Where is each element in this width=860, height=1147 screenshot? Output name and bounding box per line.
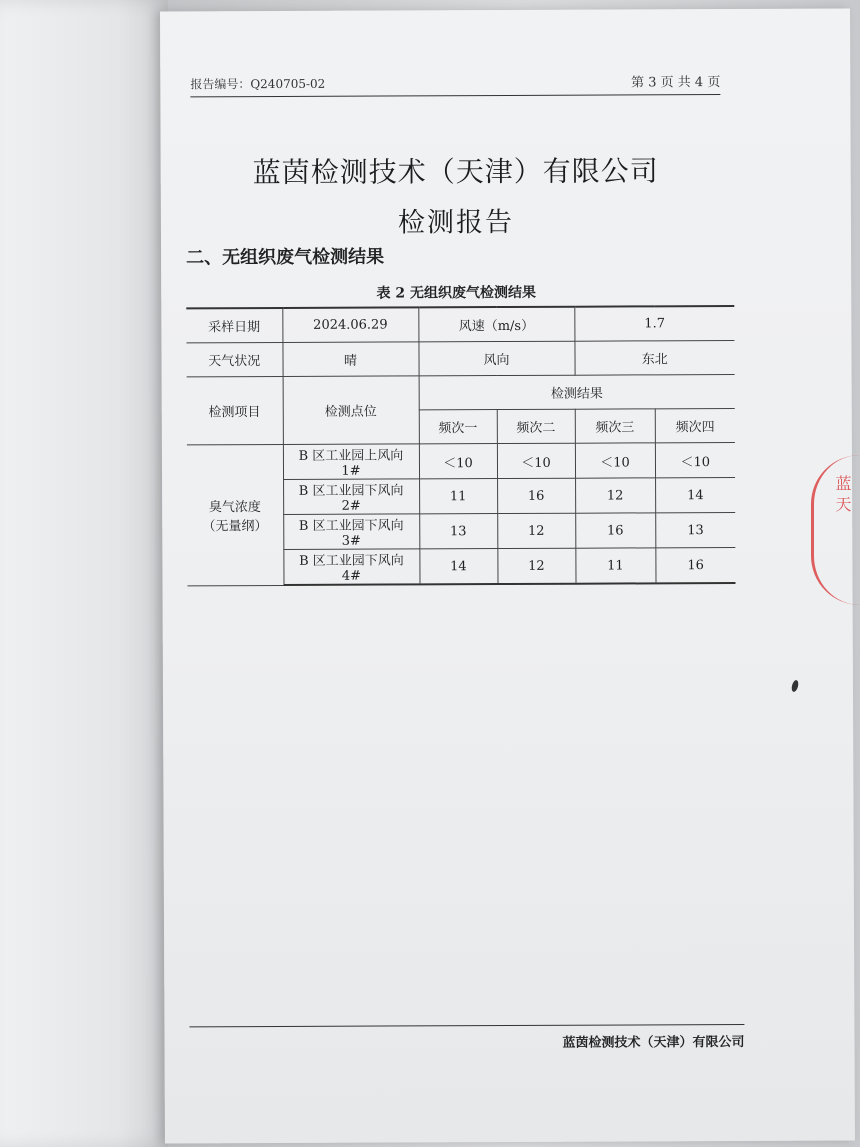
page-header bbox=[190, 69, 720, 91]
item-name: 臭气浓度 bbox=[208, 499, 261, 516]
wind-speed-label: 风速（m/s） bbox=[418, 307, 574, 342]
column-header-freq-4: 频次四 bbox=[655, 409, 735, 443]
value-cell: 16 bbox=[655, 548, 735, 584]
column-header-freq-3: 频次三 bbox=[575, 409, 655, 443]
item-unit: （无量纲） bbox=[202, 518, 268, 535]
facing-page bbox=[0, 0, 168, 1147]
table-row bbox=[186, 306, 734, 343]
point-cell: B 区工业园下风向 4# bbox=[283, 549, 419, 585]
date-value: 2024.06.29 bbox=[282, 307, 418, 342]
report-page bbox=[160, 8, 855, 1143]
company-title: 蓝茵检测技术（天津）有限公司 bbox=[252, 154, 659, 190]
wind-direction-label: 风向 bbox=[418, 341, 574, 376]
date-label: 采样日期 bbox=[186, 308, 282, 343]
value-cell: 14 bbox=[419, 549, 497, 585]
page-number: 第 3 页 共 4 页 bbox=[631, 75, 721, 91]
value-cell: 16 bbox=[497, 478, 575, 513]
report-number: 报告编号：Q240705-02 bbox=[190, 76, 326, 92]
value-cell: 14 bbox=[655, 478, 735, 513]
report-title: 检测报告 bbox=[397, 206, 514, 239]
footer-rule bbox=[189, 1024, 744, 1027]
weather-label: 天气状况 bbox=[186, 342, 282, 376]
value-cell: 12 bbox=[497, 548, 575, 584]
column-header-freq-2: 频次二 bbox=[497, 409, 575, 443]
column-header-freq-1: 频次一 bbox=[419, 410, 497, 444]
value-cell: ＜10 bbox=[419, 444, 497, 479]
wind-speed-value: 1.7 bbox=[574, 306, 734, 341]
header-rule bbox=[190, 94, 720, 97]
value-cell: 12 bbox=[497, 513, 575, 548]
table-row bbox=[187, 375, 735, 411]
red-seal-stamp bbox=[811, 455, 860, 605]
value-cell: ＜10 bbox=[497, 443, 575, 478]
wind-direction-value: 东北 bbox=[574, 341, 734, 376]
value-cell: 11 bbox=[575, 548, 655, 584]
stamp-text: 蓝 天 bbox=[833, 475, 852, 513]
table-row bbox=[186, 341, 734, 377]
results-table bbox=[186, 305, 735, 586]
value-cell: 13 bbox=[655, 513, 735, 548]
column-header-point: 检测点位 bbox=[283, 376, 419, 445]
table-row bbox=[187, 443, 735, 480]
value-cell: ＜10 bbox=[655, 443, 735, 478]
footer-company: 蓝茵检测技术（天津）有限公司 bbox=[562, 1034, 745, 1051]
table-caption: 表 2 无组织废气检测结果 bbox=[376, 284, 537, 302]
value-cell: 12 bbox=[575, 478, 655, 513]
column-header-item: 检测项目 bbox=[187, 376, 283, 444]
section-heading: 二、无组织废气检测结果 bbox=[186, 246, 385, 269]
value-cell: 16 bbox=[575, 513, 655, 548]
column-header-results: 检测结果 bbox=[419, 375, 735, 410]
value-cell: 11 bbox=[419, 479, 497, 514]
value-cell: 13 bbox=[419, 514, 497, 549]
weather-value: 晴 bbox=[282, 342, 418, 377]
point-cell: B 区工业园下风向 3# bbox=[283, 514, 419, 550]
point-cell: B 区工业园下风向 2# bbox=[283, 479, 419, 515]
point-cell: B 区工业园上风向 1# bbox=[283, 444, 419, 480]
item-cell bbox=[187, 444, 284, 585]
value-cell: ＜10 bbox=[575, 443, 655, 478]
